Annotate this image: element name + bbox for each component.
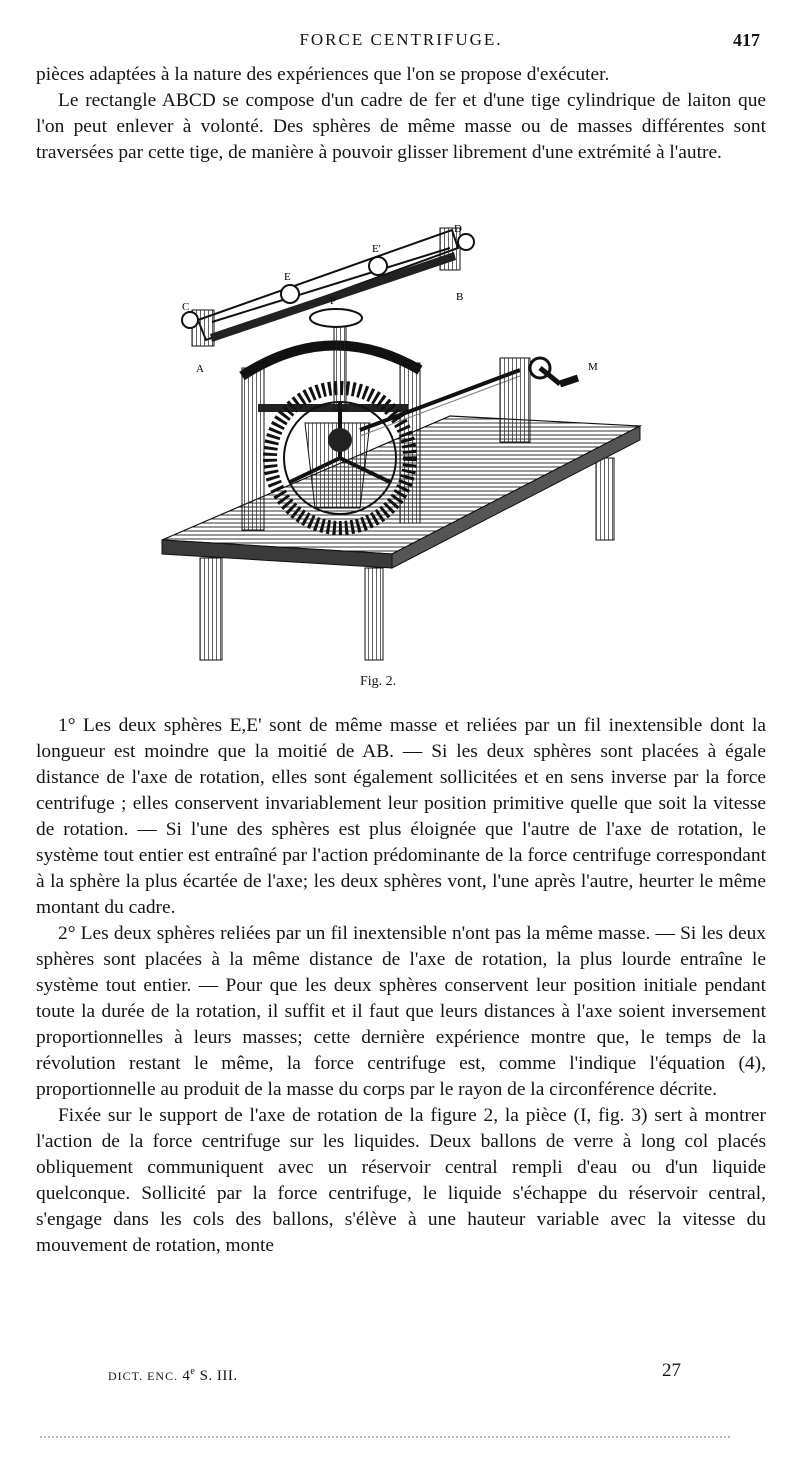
running-title: FORCE CENTRIFUGE.	[299, 30, 503, 49]
figure-caption: Fig. 2.	[360, 674, 397, 689]
footer-series: 4	[182, 1368, 191, 1384]
footer-reference	[108, 1366, 238, 1385]
page-number: 417	[733, 30, 760, 50]
paragraph-2: 2° Les deux sphères reliées par un fil inextensible n'ont pas la même masse. — Si les deux sphères sont placées à la même distance de l'axe de rotation, la plus lourde entraîne le système tout entier. — Pour que les deux sphères conservent leur position initiale pendant toute la durée de la rotation, il suffit et il faut que leurs distances à l'axe soient inversement proportionnelles à leurs masses; cette dernière expérience montre que, le temps de la révolution restant le même, la force centrifuge est, comme l'indique l'équation (4), proportionnelle au produit de la masse du corps par le rayon de la circonférence décrite.	[36, 923, 766, 1100]
intro-paragraph-1: pièces adaptées à la nature des expériences que l'on se propose d'exécuter.	[36, 64, 610, 85]
footer-series-sup: e	[190, 1366, 196, 1377]
label-B: B	[456, 291, 464, 303]
centrifuge-engraving	[160, 218, 660, 670]
paragraph-3: Fixée sur le support de l'axe de rotation de la figure 2, la pièce (I, fig. 3) sert à montrer l'action de la force centrifuge sur les liquides. Deux ballons de verre à long col placés obliquement communiquent avec un réservoir central rempli d'eau ou d'un liquide quelconque. Sollicité par la force centrifuge, le liquide s'échappe du réservoir central, s'engage dans les cols des ballons, s'élève à une hauteur variable avec la vitesse du mouvement de rotation, monte	[36, 1105, 766, 1256]
footer-dict: DICT. ENC.	[108, 1369, 179, 1383]
label-E-prime: E'	[372, 243, 381, 255]
main-text	[36, 713, 766, 1259]
label-C: C	[182, 301, 190, 313]
label-D: D	[454, 223, 462, 235]
footer-volume: S. III.	[199, 1368, 238, 1384]
label-M: M	[588, 361, 598, 373]
signature-mark: 27	[662, 1360, 681, 1381]
bottom-rule	[40, 1436, 730, 1438]
label-P: P	[330, 295, 337, 307]
intro-text	[36, 62, 766, 166]
label-E: E	[284, 271, 291, 283]
running-header	[36, 30, 766, 54]
paragraph-1: 1° Les deux sphères E,E' sont de même masse et reliées par un fil inextensible dont la longueur est moindre que la moitié de AB. — Si les deux sphères sont placées à égale distance de l'axe de rotation, elles sont également sollicitées et en sens inverse par la force centrifuge ; elles conservent invariablement leur position primitive quelle que soit la vitesse de rotation. — Si l'une des sphères est plus éloignée que l'autre de l'axe de rotation, le système tout entier est entraîné par l'action prédominante de la force centrifuge correspondant à la sphère la plus écartée de l'axe; les deux sphères vont, l'une après l'autre, heurter le même montant du cadre.	[36, 715, 766, 918]
intro-paragraph-2: Le rectangle ABCD se compose d'un cadre de fer et d'une tige cylindrique de laiton que l'on peut enlever à volonté. Des sphères de même masse ou de masses différentes sont traversées par cette tige, de manière à pouvoir glisser librement d'une extrémité à l'autre.	[36, 90, 766, 163]
label-A: A	[196, 363, 204, 375]
